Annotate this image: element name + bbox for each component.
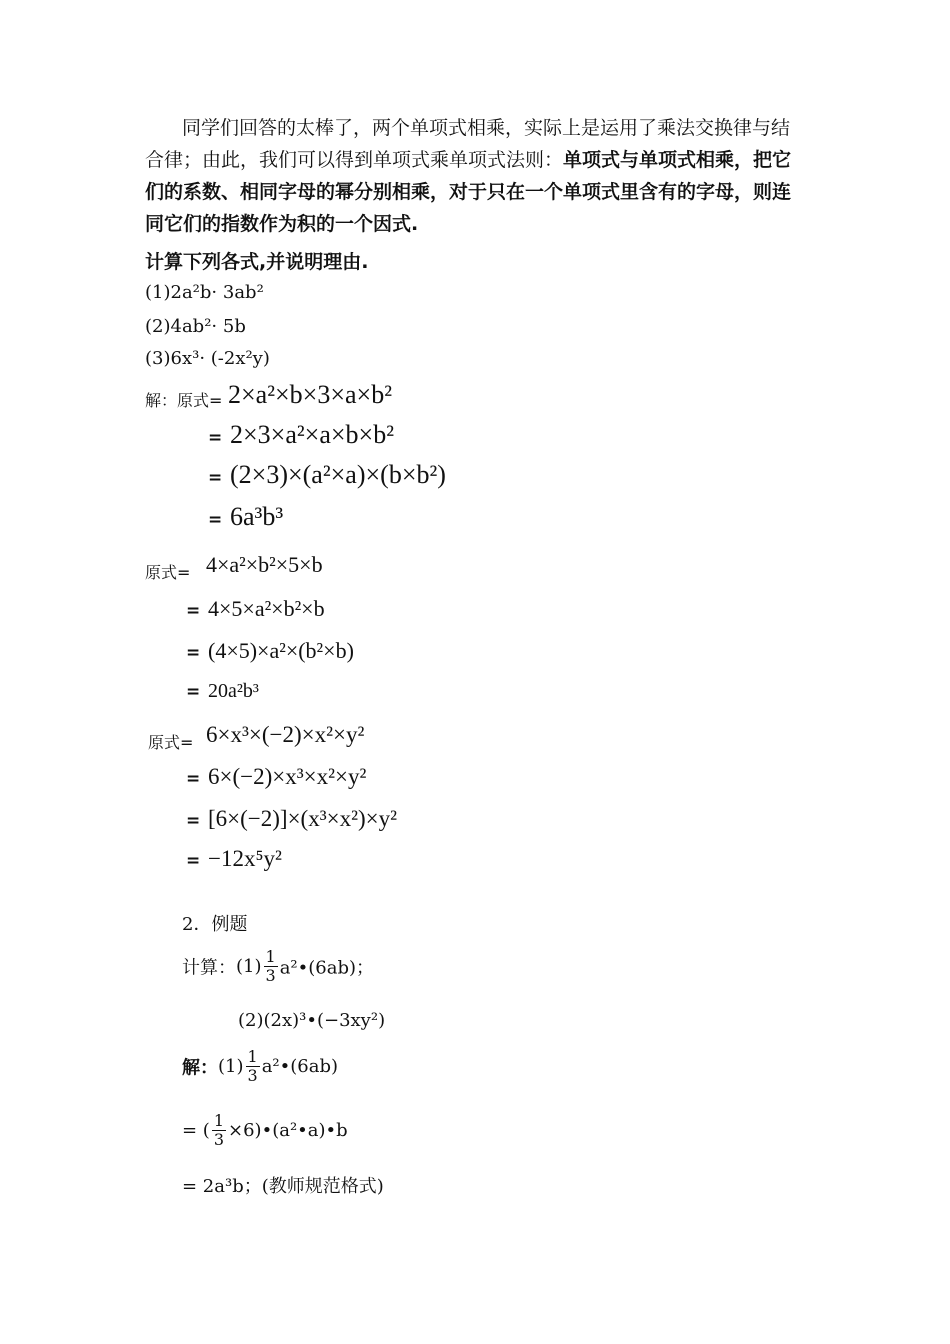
solution-1-step-1: 2×a²×b×3×a×b² bbox=[228, 380, 392, 409]
solution-1-label: 解：原式= bbox=[145, 391, 223, 410]
intro-line-2 bbox=[145, 144, 791, 176]
rule-text-start: 单项式与单项式相乘，把它 bbox=[563, 149, 792, 171]
solution-2-label: 原式= bbox=[145, 563, 191, 582]
solution-3-result: = −12x⁵y² bbox=[186, 846, 282, 871]
solution-2-result: = 20a²b³ bbox=[186, 680, 259, 702]
solution-2-step-3: = (4×5)×a²×(b²×b) bbox=[186, 638, 354, 663]
problem-2: (2)4ab²· 5b bbox=[145, 316, 246, 337]
solution-1-result: = 6a³b³ bbox=[208, 502, 284, 531]
solution-3-step-2: = 6×(−2)×x³×x²×y² bbox=[186, 764, 367, 789]
intro-line-2-normal: 合律；由此，我们可以得到单项式乘单项式法则： bbox=[145, 149, 564, 171]
fraction-one-third: $\frac{1}{3}$ bbox=[213, 1111, 225, 1149]
intro-line-1: 同学们回答的太棒了，两个单项式相乘，实际上是运用了乘法交换律与结 bbox=[182, 117, 791, 139]
task-heading: 计算下列各式,并说明理由. bbox=[145, 251, 369, 273]
fraction-one-third: $\frac{1}{3}$ bbox=[265, 947, 276, 985]
rule-text-line-4: 同它们的指数作为积的一个因式. bbox=[145, 213, 419, 235]
problem-3: (3)6x³· (-2x²y) bbox=[145, 348, 270, 369]
solution-1-step-2: = 2×3×a²×a×b×b² bbox=[208, 420, 394, 449]
example-item-1: 计算：(1) $\frac{1}{3}$ a²•(6ab)； bbox=[182, 947, 375, 985]
solution-3-step-1: 6×x³×(−2)×x²×y² bbox=[206, 722, 365, 747]
solution-2-step-1: 4×a²×b²×5×b bbox=[206, 552, 323, 577]
example-step-2: = 2a³b；(教师规范格式) bbox=[182, 1176, 384, 1197]
example-heading: 2．例题 bbox=[182, 914, 248, 935]
rule-text-line-3: 们的系数、相同字母的幂分别相乘，对于只在一个单项式里含有的字母，则连 bbox=[145, 181, 792, 203]
solution-3-label: 原式= bbox=[148, 733, 194, 752]
problem-1: (1)2a²b· 3ab² bbox=[145, 282, 264, 303]
solution-2-step-2: = 4×5×a²×b²×b bbox=[186, 596, 325, 621]
example-solution-1: 解：(1) $\frac{1}{3}$ a²•(6ab) bbox=[182, 1047, 339, 1085]
fraction-one-third: $\frac{1}{3}$ bbox=[247, 1047, 258, 1085]
example-step-1: = ( $\frac{1}{3}$ ×6)•(a²•a)•b bbox=[182, 1111, 348, 1149]
solution-1-step-3: = (2×3)×(a²×a)×(b×b²) bbox=[208, 460, 446, 489]
example-item-2: (2)(2x)³•(−3xy²) bbox=[238, 1010, 386, 1031]
solution-3-step-3: = [6×(−2)]×(x³×x²)×y² bbox=[186, 806, 397, 831]
